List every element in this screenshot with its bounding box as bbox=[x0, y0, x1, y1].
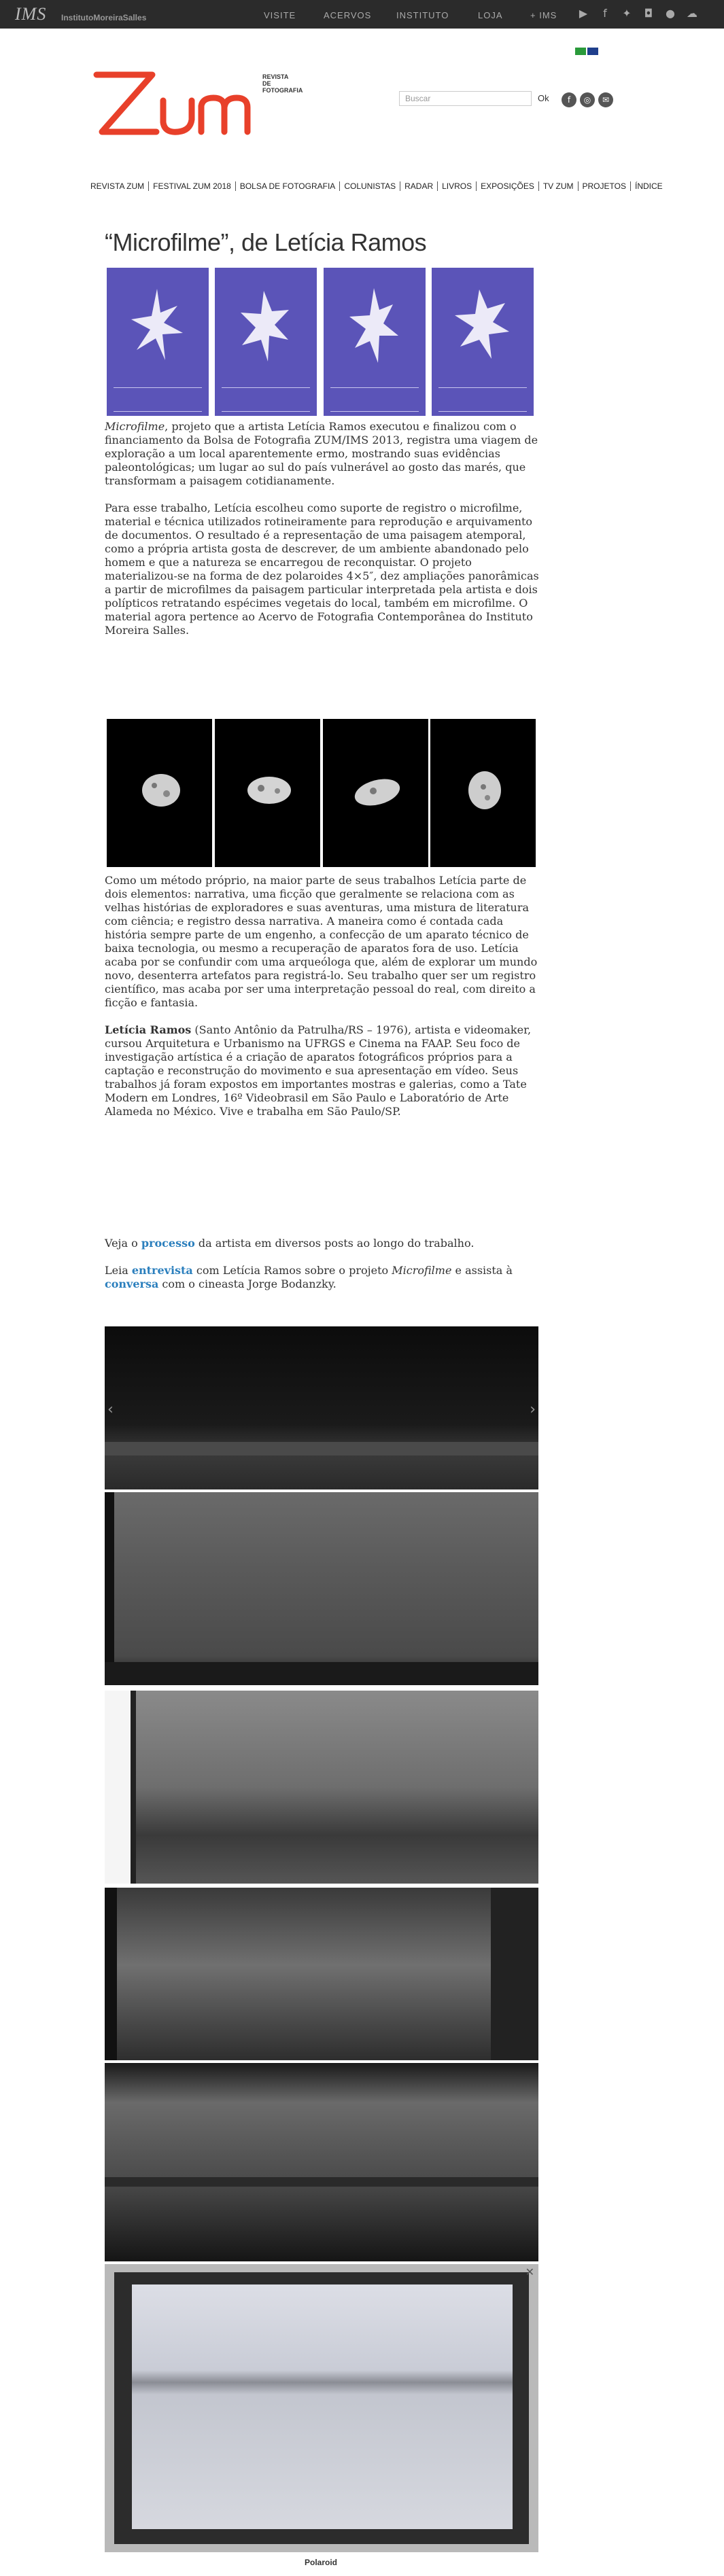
zum-sub-line: REVISTA bbox=[262, 73, 289, 80]
paragraph-text: e assista à bbox=[451, 1264, 513, 1277]
image-caption: Polaroid bbox=[305, 2558, 338, 2567]
topnav-instituto[interactable]: INSTITUTO bbox=[396, 10, 449, 20]
zum-subtitle bbox=[262, 73, 303, 94]
paragraph-text: da artista em diversos posts ao longo do trabalho. bbox=[194, 1237, 475, 1250]
paragraph-text: , projeto que a artista Letícia Ramos executou e finalizou com o financiamento da Bolsa de Fotografia ZUM/IMS 2013, registra uma viagem de exploração a um local aparentemente ermo, mostrando suas evidências paleontológicas; um lugar ao sul do país vulnerável ao gosto das marés, que transformam a paisagem cotidianamente. bbox=[105, 420, 538, 487]
entrevista-link[interactable]: entrevista bbox=[131, 1264, 193, 1277]
topnav-plus-ims[interactable]: + IMS bbox=[530, 10, 557, 20]
youtube-icon[interactable]: ▶ bbox=[579, 7, 588, 20]
search-ok-button[interactable]: Ok bbox=[538, 93, 549, 103]
zum-sub-line: DE bbox=[262, 80, 271, 87]
landscape-microfilm-image[interactable] bbox=[105, 1888, 538, 2060]
topnav-loja[interactable]: LOJA bbox=[478, 10, 503, 20]
conversa-link[interactable]: conversa bbox=[105, 1277, 159, 1290]
ims-logo-name[interactable]: InstitutoMoreiraSalles bbox=[61, 13, 147, 22]
landscape-microfilm-image[interactable] bbox=[105, 1492, 538, 1685]
stone-polaroid-image[interactable] bbox=[323, 719, 428, 867]
paragraph-text: (Santo Antônio da Patrulha/RS – 1976), artista e videomaker, cursou Arquitetura e Urbanismo na UFRGS e Cinema na FAAP. Seu foco de investigação artística é a criação de aparatos fotográficos próprios para a captação e reconstrução do movimento e sua apresentação em vídeo. Seus trabalhos já foram expostos em importantes mostras e galerias, como a Tate Modern em Londres, 16º Videobrasil em São Paulo e Laboratório de Arte Alameda no México. Vive e trabalha em São Paulo/SP. bbox=[105, 1023, 532, 1118]
instagram-icon[interactable]: ◘ bbox=[644, 7, 653, 20]
paragraph: Como um método próprio, na maior parte de seus trabalhos Letícia parte de dois elementos: narrativa, uma ficção que geralmente se relaciona com as velhas histórias de exploradores e suas aventuras, uma mistura de literatura com ciência; e registro dessa narrativa. A maneira como é contada cada história sempre parte de um engenho, a confecção de um aparato técnico de baixa tecnologia, ou mesmo a recuperação de aparatos fora de uso. Letícia acaba por se confundir com uma arqueóloga que, além de explorar um mundo novo, desenterra artefatos para registrá-lo. Seu trabalho quer ser um registro científico, mas acaba por ser uma interpretação pessoal do real, com direito a ficção e fantasia. bbox=[105, 874, 538, 1009]
instagram-icon[interactable]: ◎ bbox=[580, 92, 595, 107]
zum-sub-line: FOTOGRAFIA bbox=[262, 87, 303, 94]
stone-polaroid-image[interactable] bbox=[107, 719, 212, 867]
facebook-icon[interactable]: f bbox=[603, 7, 607, 20]
article-links bbox=[105, 1237, 540, 1305]
landscape-microfilm-image[interactable] bbox=[105, 1691, 538, 1884]
topnav-acervos[interactable]: ACERVOS bbox=[324, 10, 372, 20]
flag-brazil-icon[interactable] bbox=[575, 48, 586, 55]
paragraph-text: Leia bbox=[105, 1264, 132, 1277]
language-flags bbox=[575, 45, 600, 58]
menu-item-bolsa[interactable]: BOLSA DE FOTOGRAFIA bbox=[235, 181, 339, 191]
stone-polaroid-image[interactable] bbox=[430, 719, 536, 867]
menu-item-tv-zum[interactable]: TV ZUM bbox=[538, 181, 578, 191]
paragraph bbox=[105, 420, 540, 488]
paragraph bbox=[105, 1264, 540, 1291]
landscape-microfilm-image[interactable] bbox=[105, 1326, 538, 1489]
plant-microfilm-image[interactable] bbox=[107, 268, 209, 416]
menu-item-revista-zum[interactable]: REVISTA ZUM bbox=[90, 181, 145, 191]
spotify-icon[interactable]: ● bbox=[666, 7, 675, 20]
plant-microfilm-image[interactable] bbox=[324, 268, 426, 416]
main-menu bbox=[88, 179, 667, 193]
menu-item-indice[interactable]: ÍNDICE bbox=[630, 181, 667, 191]
ims-logo[interactable]: IMS bbox=[15, 4, 47, 24]
menu-item-colunistas[interactable]: COLUNISTAS bbox=[339, 181, 400, 191]
email-icon[interactable]: ✉ bbox=[598, 92, 613, 107]
landscape-microfilm-image[interactable] bbox=[105, 2063, 538, 2261]
facebook-icon[interactable]: f bbox=[562, 92, 576, 107]
plant-microfilm-image[interactable] bbox=[215, 268, 317, 416]
emphasis: Microfilme bbox=[105, 420, 165, 433]
article-title: “Microfilme”, de Letícia Ramos bbox=[105, 228, 427, 256]
menu-item-livros[interactable]: LIVROS bbox=[437, 181, 476, 191]
stone-polaroid-image[interactable] bbox=[215, 719, 320, 867]
menu-item-festival[interactable]: FESTIVAL ZUM 2018 bbox=[148, 181, 235, 191]
paragraph-text: Veja o bbox=[105, 1237, 141, 1250]
twitter-icon[interactable]: ✦ bbox=[622, 7, 632, 20]
close-icon[interactable]: ✕ bbox=[525, 2265, 534, 2278]
paragraph bbox=[105, 1237, 540, 1250]
emphasis: Microfilme bbox=[392, 1264, 452, 1277]
carousel-next-icon[interactable]: › bbox=[530, 1401, 536, 1418]
processo-link[interactable]: processo bbox=[141, 1237, 195, 1250]
paragraph bbox=[105, 1023, 540, 1118]
polaroid-landscape-image[interactable] bbox=[105, 2264, 538, 2552]
article-body-main bbox=[105, 874, 540, 1132]
menu-item-projetos[interactable]: PROJETOS bbox=[578, 181, 630, 191]
carousel-prev-icon[interactable]: ‹ bbox=[107, 1401, 114, 1418]
paragraph-text: com o cineasta Jorge Bodanzky. bbox=[158, 1277, 337, 1290]
plant-microfilm-image[interactable] bbox=[432, 268, 534, 416]
soundcloud-icon[interactable]: ☁ bbox=[687, 7, 697, 20]
zum-logo[interactable] bbox=[90, 67, 265, 141]
search-input[interactable]: Buscar bbox=[399, 91, 532, 106]
flag-uk-icon[interactable] bbox=[587, 48, 598, 55]
menu-item-radar[interactable]: RADAR bbox=[400, 181, 437, 191]
topnav-visite[interactable]: VISITE bbox=[264, 10, 296, 20]
top-bar bbox=[0, 0, 724, 29]
menu-item-exposicoes[interactable]: EXPOSIÇÕES bbox=[476, 181, 538, 191]
paragraph: Para esse trabalho, Letícia escolheu como suporte de registro o microfilme, material e técnica utilizados rotineiramente para reprodução e arquivamento de documentos. O resultado é a representação de uma paisagem atemporal, como a própria artista gosta de descrever, de um ambiente abandonado pelo homem e que a natureza se encarregou de reconquistar. O projeto materializou-se na forma de dez polaroides 4×5″, dez ampliações panorâmicas a partir de microfilmes da paisagem particular interpretada pela artista e dois polípticos retratando espécimes vegetais do local, também em microfilme. O material agora pertence ao Acervo de Fotografia Contemporânea do Instituto Moreira Salles. bbox=[105, 501, 539, 637]
artist-name: Letícia Ramos bbox=[105, 1023, 192, 1036]
article-body-intro bbox=[105, 420, 540, 651]
paragraph-text: com Letícia Ramos sobre o projeto bbox=[192, 1264, 392, 1277]
